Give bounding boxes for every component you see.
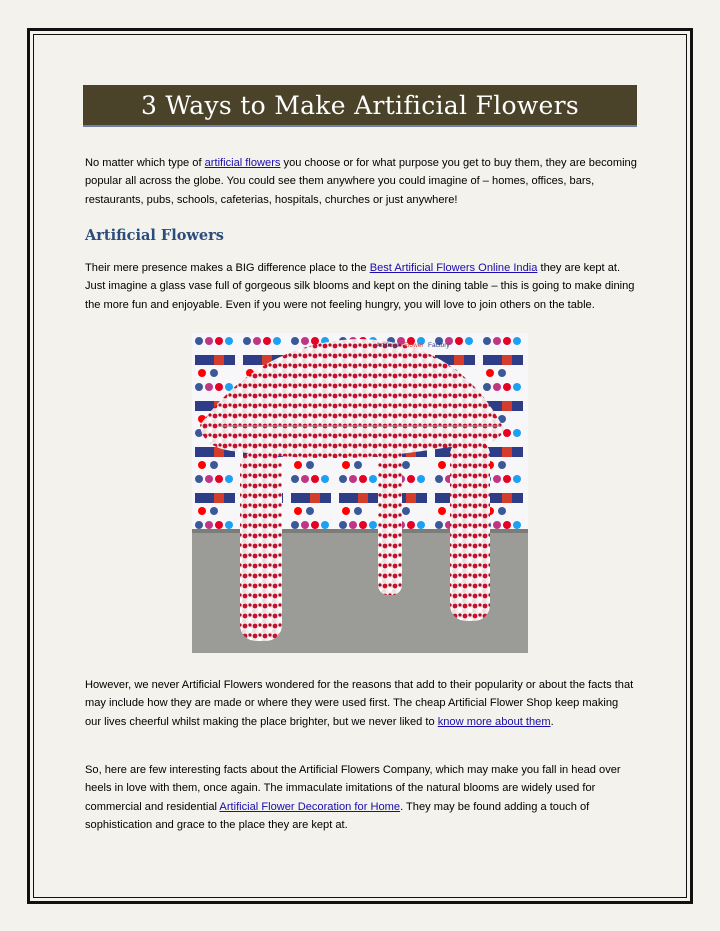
logo-text-flower: Flower <box>404 342 424 349</box>
logo-text: Artificial <box>376 342 399 349</box>
popularity-text-end: . <box>550 715 554 728</box>
facts-paragraph <box>85 761 637 834</box>
facts-text-start: So, here are few interesting facts about the Artificial Flowers Company, which may make you fall in head over heels in love with them, once again. The immaculate imitations of the natural blooms are widely used for commercial and residential <box>85 764 621 813</box>
intro-text-end: you choose or for what purpose you get to buy them, they are becoming popular all across the globe. You could see them anywhere you could imagine of – homes, offices, bars, restaurants, pubs, schools, cafeterias, hospitals, churches or just anywhere! <box>85 157 637 206</box>
logo-text-factory: Factory <box>428 342 450 349</box>
popularity-text-start: However, we never Artificial Flowers wondered for the reasons that add to their popularity or about the facts that may include how they are made or where they were used first. The cheap Artificial Flower Shop keep making our lives cheerful whilst making the place brighter, but we never liked to <box>85 679 634 728</box>
best-artificial-flowers-link[interactable]: Best Artificial Flowers Online India <box>369 262 538 275</box>
artificial-flowers-link[interactable]: artificial flowers <box>204 157 281 170</box>
title-banner <box>83 85 637 127</box>
presence-paragraph <box>85 259 637 314</box>
popularity-paragraph <box>85 676 637 731</box>
intro-paragraph <box>85 154 637 209</box>
know-more-link[interactable]: know more about them <box>437 715 551 728</box>
presence-text-start: Their mere presence makes a BIG difference place to the <box>85 262 370 275</box>
section-heading: Artificial Flowers <box>85 227 224 244</box>
flower-gazebo-photo <box>192 333 528 653</box>
intro-text-start: No matter which type of <box>85 157 205 170</box>
presence-text-end: they are kept at. Just imagine a glass vase full of gorgeous silk blooms and kept on the dining table – this is going to make dining the more fun and enjoyable. Even if you were not feeling hungry, you will love to join others on the table. <box>85 262 635 311</box>
page-title: 3 Ways to Make Artificial Flowers <box>140 90 580 120</box>
home-decoration-link[interactable]: Artificial Flower Decoration for Home <box>219 800 401 813</box>
facts-text-end: . They may be found adding a touch of sophistication and grace to the place they are kept at. <box>85 800 590 831</box>
